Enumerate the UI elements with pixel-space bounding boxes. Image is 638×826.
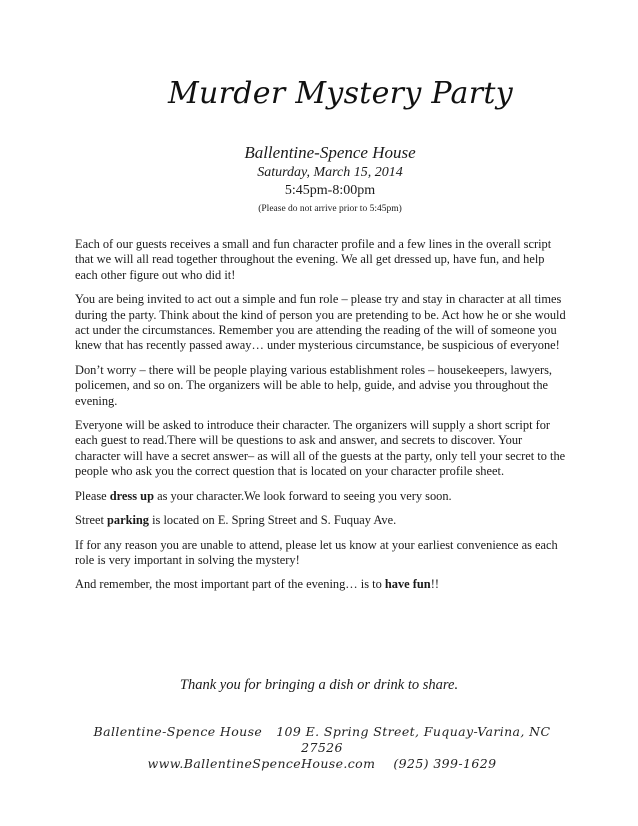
paragraph-role: You are being invited to act out a simple and fun role – please try and stay in character at all times during the party. Think about the kind of person you are pretending to be. Act how he or she would act under the circumstances. Remember you are attending the reading of the will of someone you knew that has recently passed away… under mysterious circumstance, be suspicious of everyone! — [75, 292, 566, 353]
paragraph-parking — [75, 513, 567, 528]
paragraph-staff: Don’t worry – there will be people playing various establishment roles – housekeepers, lawyers, policemen, and so on. The organizers will be able to help, guide, and advise you throughout the evening. — [75, 362, 553, 408]
paragraph-intro: Each of our guests receives a small and fun character profile and a few lines in the overall script that we will all read together throughout the evening. We all get dressed up, have fun, and help each other figure out who did it! — [75, 237, 552, 282]
footer-address: 109 E. Spring Street, Fuquay-Varina, NC — [276, 724, 551, 739]
invitation-body — [75, 237, 567, 602]
have-fun-emphasis: have fun — [384, 577, 431, 592]
remember-text-before: And remember, the most important part of the evening… is to — [75, 577, 385, 592]
event-venue: Ballentine-Spence House — [244, 143, 416, 162]
footer-website: www.BallentineSpenceHouse.com — [147, 756, 376, 771]
footer — [62, 724, 582, 772]
footer-phone: (925) 399-1629 — [393, 756, 497, 771]
footer-venue-name: Ballentine-Spence House — [93, 724, 263, 739]
thank-you-line: Thank you for bringing a dish or drink to share. — [179, 677, 459, 693]
parking-emphasis: parking — [107, 513, 150, 528]
footer-line-2 — [62, 740, 582, 756]
event-details — [195, 142, 465, 218]
dress-up-text-before: Please — [75, 488, 110, 503]
arrival-note: (Please do not arrive prior to 5:45pm) — [258, 204, 402, 214]
dress-up-text-after: as your character.We look forward to seeing you very soon. — [153, 488, 452, 503]
page-title: Murder Mystery Party — [168, 76, 513, 111]
parking-text-before: Street — [75, 513, 107, 528]
paragraph-introduce: Everyone will be asked to introduce their character. The organizers will supply a short script for each guest to read.There will be questions to ask and answer, and secrets to discover. Your character will have a secret answer– as will all of the guests at the party, only tell your secret to the people who ask you the correct question that is located on your character profile sheet. — [75, 418, 566, 479]
footer-line-1 — [62, 724, 582, 740]
paragraph-remember — [75, 577, 567, 592]
parking-text-after: is located on E. Spring Street and S. Fuquay Ave. — [149, 513, 397, 528]
event-date: Saturday, March 15, 2014 — [257, 165, 403, 180]
paragraph-dress-up — [75, 489, 567, 504]
dress-up-emphasis: dress up — [109, 488, 154, 503]
footer-line-3 — [62, 756, 582, 772]
remember-text-after: !! — [430, 577, 439, 592]
paragraph-rsvp: If for any reason you are unable to attend, please let us know at your earliest convenience as each role is very important in solving the mystery! — [75, 537, 558, 567]
event-time: 5:45pm-8:00pm — [284, 183, 376, 198]
footer-zip: 27526 — [301, 740, 343, 755]
